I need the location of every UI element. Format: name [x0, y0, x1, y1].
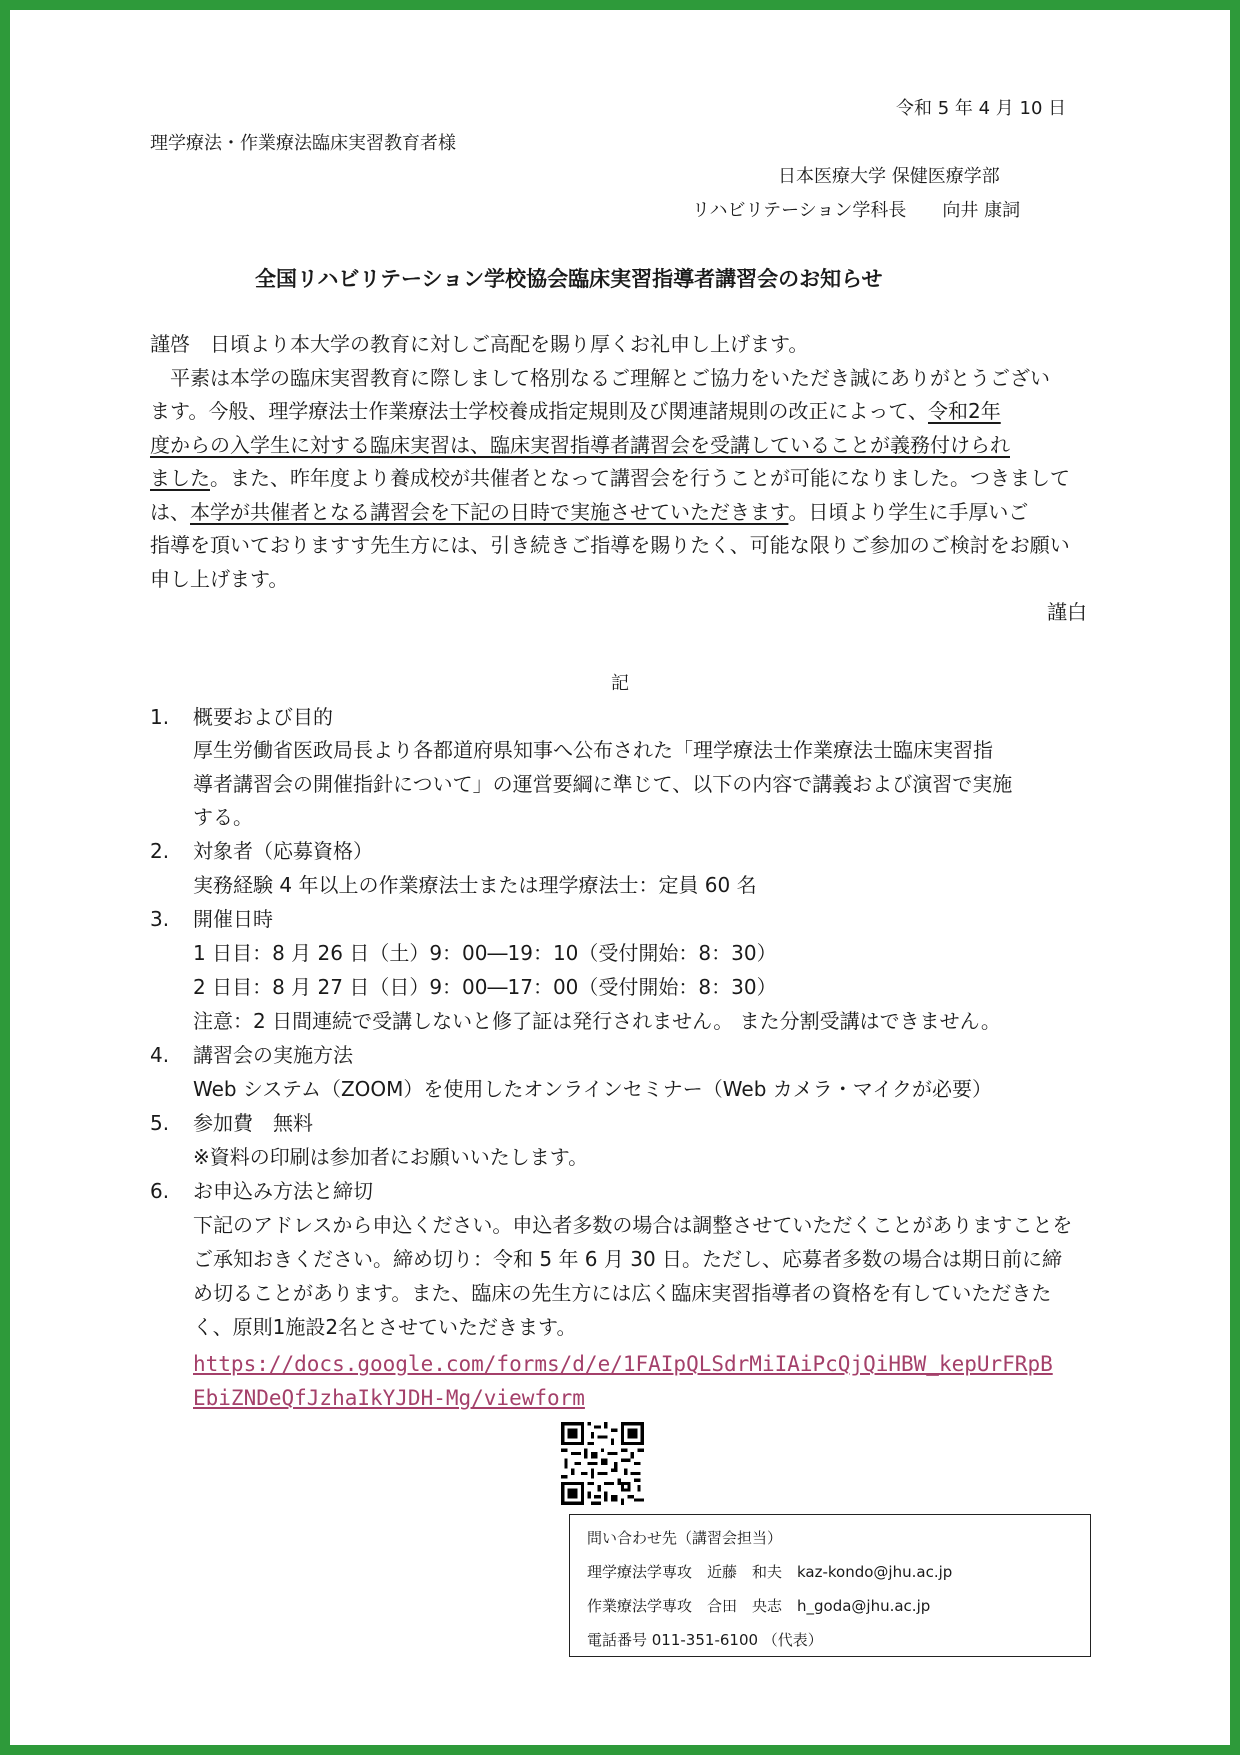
- underlined-phrase: 令和2年: [928, 399, 1001, 423]
- contact-ot: 作業療法学専攻 合田 央志 h_goda@jhu.ac.jp: [587, 1597, 931, 1615]
- contact-phone: 電話番号 011-351-6100 （代表）: [587, 1631, 823, 1649]
- section-3-number: 3.: [150, 907, 170, 931]
- recipient: 理学療法・作業療法臨床実習教育者様: [150, 133, 456, 154]
- contact-pt: 理学療法学専攻 近藤 和夫 kaz-kondo@jhu.ac.jp: [587, 1563, 953, 1581]
- underlined-phrase: ました: [150, 466, 210, 490]
- section-2-title: 対象者（応募資格）: [193, 839, 373, 863]
- section-3-line-2: 2 日目：8 月 27 日（日）9：00―17：00（受付開始：8：30）: [193, 975, 777, 999]
- sender-person: リハビリテーション学科長 向井 康詞: [692, 200, 1021, 221]
- sender-org: 日本医療大学 保健医療学部: [778, 166, 1000, 187]
- contact-title: 問い合わせ先（講習会担当）: [587, 1529, 783, 1547]
- section-4-number: 4.: [150, 1043, 170, 1067]
- section-3-title: 開催日時: [193, 907, 273, 931]
- section-6-number: 6.: [150, 1179, 170, 1203]
- greeting-line-1: 謹啓 日頃より本大学の教育に対しご高配を賜り厚くお礼申し上げます。: [150, 332, 809, 356]
- section-1-title: 概要および目的: [193, 705, 333, 729]
- application-form-link-line-2[interactable]: EbiZNDeQfJzhaIkYJDH-Mg/viewform: [193, 1386, 585, 1410]
- issue-date: 令和 5 年 4 月 10 日: [896, 98, 1067, 119]
- greeting-line-5-text: 。また、昨年度より養成校が共催者となって講習会を行うことが可能になりました。つきまして: [210, 466, 1070, 490]
- section-2-line-1: 実務経験 4 年以上の作業療法士または理学療法士：定員 60 名: [193, 873, 757, 897]
- greeting-line-2: 平素は本学の臨床実習教育に際しまして格別なるご理解とご協力をいただき誠にありがとうござい: [150, 366, 1050, 390]
- greeting-line-6-start: は、: [150, 500, 190, 524]
- greeting-line-7: 指導を頂いておりますす先生方には、引き続きご指導を賜りたく、可能な限りご参加のご検討をお願い: [150, 533, 1070, 557]
- section-1-number: 1.: [150, 705, 170, 729]
- closing-word: 謹白: [1047, 600, 1087, 624]
- section-4-title: 講習会の実施方法: [193, 1043, 353, 1067]
- section-6-title: お申込み方法と締切: [193, 1179, 373, 1203]
- greeting-line-3-text: ます。今般、理学療法士作業療法士学校養成指定規則及び関連諸規則の改正によって、: [150, 399, 928, 423]
- contact-box: [569, 1514, 1091, 1657]
- greeting-line-5: [150, 462, 1070, 495]
- page-title: 全国リハビリテーション学校協会臨床実習指導者講習会のお知らせ: [255, 267, 883, 291]
- section-6-line-2: ご承知おきください。締め切り：令和 5 年 6 月 30 日。ただし、応募者多数の場合は期日前に締: [193, 1247, 1063, 1271]
- greeting-line-3: [150, 395, 1001, 428]
- greeting-line-6: [150, 496, 1028, 529]
- greeting-line-8: 申し上げます。: [150, 567, 289, 591]
- section-5-line-1: ※資料の印刷は参加者にお願いいたします。: [193, 1145, 589, 1169]
- section-6-line-3: め切ることがあります。また、臨床の先生方には広く臨床実習指導者の資格を有していただきた: [193, 1281, 1052, 1305]
- section-1-line-2: 導者講習会の開催指針について」の運営要綱に準じて、以下の内容で講義および演習で実施: [193, 772, 1013, 796]
- section-5-number: 5.: [150, 1111, 170, 1135]
- section-2-number: 2.: [150, 839, 170, 863]
- application-form-link-line-1[interactable]: https://docs.google.com/forms/d/e/1FAIpQLSdrMiIAiPcQjQiHBW_kepUrFRpB: [193, 1352, 1053, 1376]
- qr-code-icon[interactable]: [561, 1422, 644, 1505]
- section-4-line-1: Web システム（ZOOM）を使用したオンラインセミナー（Web カメラ・マイクが必要）: [193, 1077, 992, 1101]
- ki-heading: 記: [611, 673, 629, 694]
- underlined-phrase: 本学が共催者となる講習会を下記の日時で実施させていただきます: [190, 500, 789, 524]
- section-6-line-4: く、原則1施設2名とさせていただきます。: [193, 1315, 577, 1339]
- greeting-line-6-end: 。日頃より学生に手厚いご: [788, 500, 1029, 524]
- section-1-line-3: する。: [193, 805, 253, 829]
- section-1-line-1: 厚生労働省医政局長より各都道府県知事へ公布された「理学療法士作業療法士臨床実習指: [193, 738, 993, 762]
- section-3-line-3: 注意：2 日間連続で受講しないと修了証は発行されません。 また分割受講はできません。: [193, 1009, 1001, 1033]
- section-3-line-1: 1 日目：8 月 26 日（土）9：00―19：10（受付開始：8：30）: [193, 941, 777, 965]
- section-6-line-1: 下記のアドレスから申込ください。申込者多数の場合は調整させていただくことがありますことを: [193, 1213, 1073, 1237]
- section-5-title: 参加費 無料: [193, 1111, 313, 1135]
- greeting-line-4: 度からの入学生に対する臨床実習は、臨床実習指導者講習会を受講していることが義務付けられ: [150, 433, 1010, 457]
